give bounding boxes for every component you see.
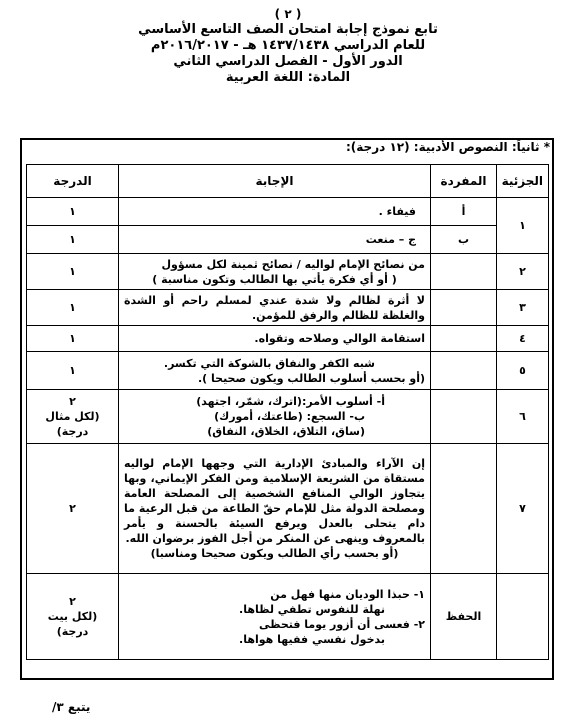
- row-item: [431, 326, 497, 352]
- row-item: أ: [431, 198, 497, 226]
- row-part: ١: [497, 198, 549, 254]
- poem-line-2: نهلة للنفوس تطفي لظاها.: [239, 602, 385, 616]
- row-part: ٢: [497, 254, 549, 290]
- row-answer: شبه الكفر والنفاق بالشوكة التي تكسر. (أو بحسب أسلوب الطالب ويكون صحيحا ).: [119, 352, 431, 390]
- row-grade: ١: [27, 226, 119, 254]
- poem-line-3: ٢- فعسى أن أزور يوما فتحظى: [258, 617, 425, 631]
- table-row: [27, 352, 549, 390]
- row-grade: ٢ (لكل بيت درجة): [27, 574, 119, 660]
- row-answer: استقامة الوالي وصلاحه وتقواه.: [119, 326, 431, 352]
- table-row: [27, 254, 549, 290]
- row-grade: ١: [27, 254, 119, 290]
- row-item: ب: [431, 226, 497, 254]
- row-answer: ج – منعت: [119, 226, 431, 254]
- row-answer: فيفاء .: [119, 198, 431, 226]
- header-item: المفردة: [431, 165, 497, 198]
- table-row: [27, 444, 549, 574]
- header-answer: الإجابة: [119, 165, 431, 198]
- row-grade: ٢ (لكل مثال درجة): [27, 390, 119, 444]
- header-part: الجزئية: [497, 165, 549, 198]
- row-item: [431, 390, 497, 444]
- row-grade: ١: [27, 326, 119, 352]
- row-part: ٥: [497, 352, 549, 390]
- table-row: [27, 226, 549, 254]
- header-line-1: تابع نموذج إجابة امتحان الصف التاسع الأساسي: [138, 22, 438, 37]
- row-grade: ١: [27, 352, 119, 390]
- row-part: ٦: [497, 390, 549, 444]
- row-part: [497, 574, 549, 660]
- table-row: [27, 574, 549, 660]
- poem-line-1: ١- حبذا الوديان منها فهل من: [270, 587, 425, 601]
- poem-line-4: بدخول نفسي ففيها هواها.: [239, 632, 385, 646]
- row-item: [431, 254, 497, 290]
- table-header-row: [27, 165, 549, 198]
- exam-header: [0, 6, 576, 86]
- subject-line: المادة: اللغة العربية: [225, 70, 351, 85]
- row-grade: ٢: [27, 444, 119, 574]
- table-row: [27, 198, 549, 226]
- continued-note: يتبع ٣/: [52, 700, 91, 714]
- header-line-2: للعام الدراسي ١٤٣٧/١٤٣٨ هـ - ٢٠١٦/٢٠١٧م: [150, 38, 426, 53]
- table-row: [27, 290, 549, 326]
- row-answer: [119, 574, 431, 660]
- row-item: [431, 444, 497, 574]
- row-item: [431, 352, 497, 390]
- row-item: الحفظ: [431, 574, 497, 660]
- row-item: [431, 290, 497, 326]
- answer-table: [26, 164, 549, 660]
- table-row: [27, 390, 549, 444]
- row-part: ٤: [497, 326, 549, 352]
- table-row: [27, 326, 549, 352]
- header-line-3: الدور الأول - الفصل الدراسي الثاني: [173, 54, 403, 69]
- row-grade: ١: [27, 290, 119, 326]
- page-number: ( ٢ ): [274, 7, 302, 21]
- row-grade: ١: [27, 198, 119, 226]
- row-part: ٣: [497, 290, 549, 326]
- header-grade: الدرجة: [27, 165, 119, 198]
- row-answer: أ- أسلوب الأمر:(اترك، شمّر، اجتهد) ب- السجع: (طاعتك، أمورك) (ساق، التلاق، الخلاق، النفاق): [119, 390, 431, 444]
- row-answer: لا أثرة لظالم ولا شدة عندي لمسلم راحم أو الشدة والغلظة للظالم والرفق للمؤمن.: [119, 290, 431, 326]
- row-answer: إن الآراء والمبادئ الإدارية التي وجهها الإمام لواليه مستقاة من الشريعة الإسلامية ومن الفكر الإيماني، وبها يتجاوز الوالي المنافع الشخصية إلى المصلحة العامة ومصلحة الدولة مثل للإمام حقّ الطاعة من قبل الرعية ما دام يتحلى بالعدل ويرفع السيئة بالحسنة و يأمر بالمعروف وينهى عن المنكر من أجل الفوز برضوان الله. (أو بحسب رأي الطالب ويكون صحيحا ومناسبا): [119, 444, 431, 574]
- row-answer: من نصائح الإمام لواليه / نصائح ثمينة لكل مسؤول ( أو أي فكرة يأتي بها الطالب وتكون مناسبة ): [119, 254, 431, 290]
- section-title: * ثانياً: النصوص الأدبية: (١٢ درجة):: [346, 140, 550, 154]
- row-part: ٧: [497, 444, 549, 574]
